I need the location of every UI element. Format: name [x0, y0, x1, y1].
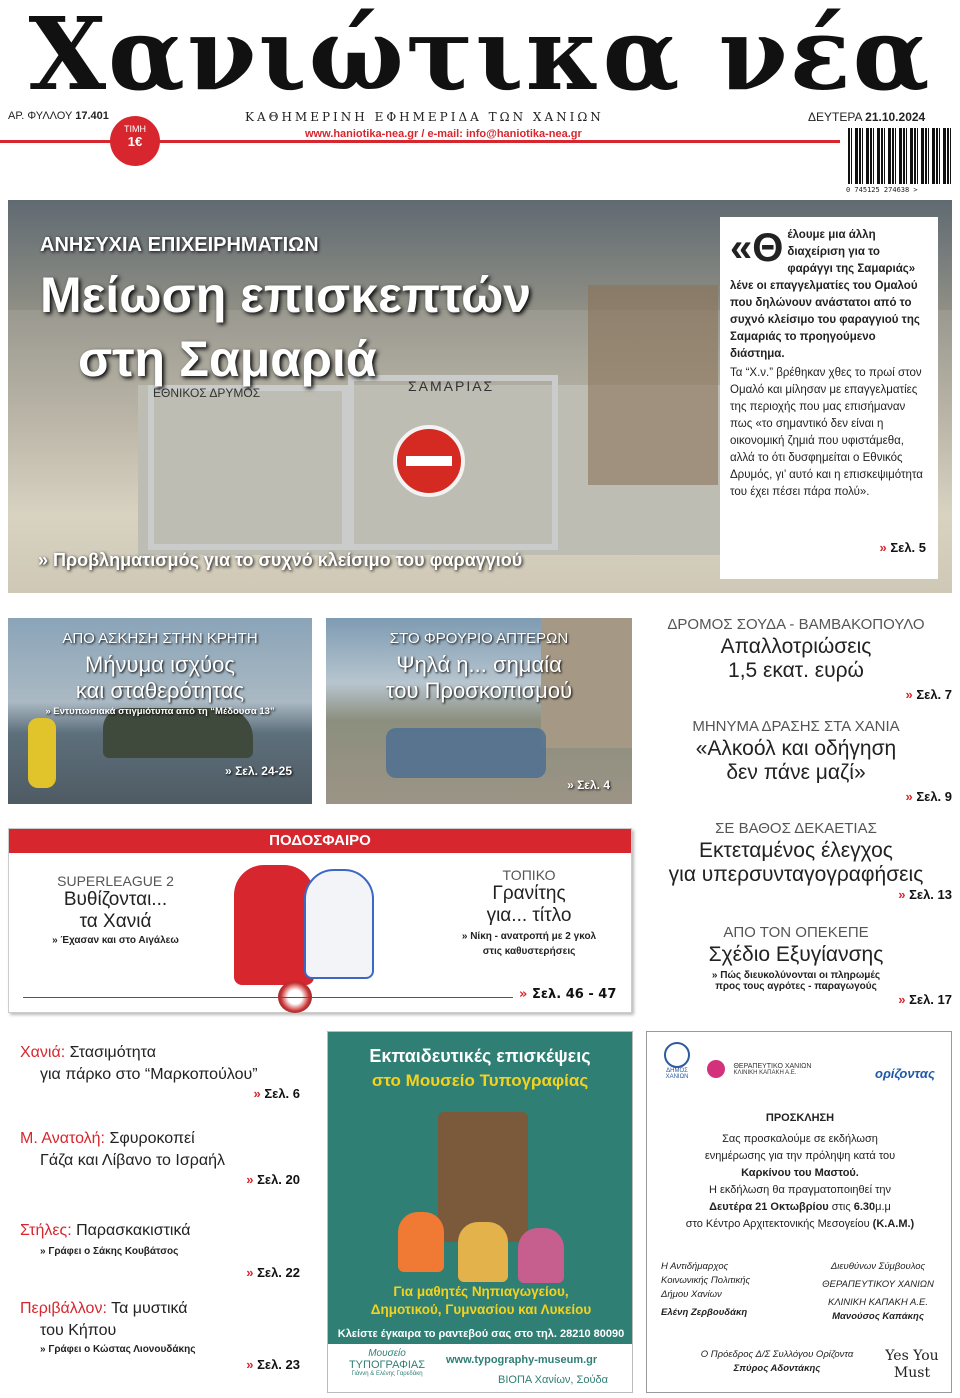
museum-ad-audience-line2: Δημοτικού, Γυμνασίου και Λυκείου [370, 1302, 592, 1317]
box2-title-line2: του Προσκοπισμού [385, 678, 573, 703]
box1-sub: » Εντυπωσιακά στιγμιότυπα από τη “Μέδουσα 13” [45, 706, 275, 717]
side1-kicker: ΔΡΟΜΟΣ ΣΟΥΔΑ - ΒΑΜΒΑΚΟΠΟΥΛΟ [667, 616, 925, 633]
museum-ad-audience-line1: Για μαθητές Νηπιαγωγείου, [393, 1284, 569, 1299]
museum-ad-footer [328, 1344, 633, 1393]
signature-left: Η Αντιδήμαρχος Κοινωνικής Πολιτικής Δήμου Χανίων Ελένη Ζερβουδάκη [661, 1261, 751, 1318]
hero-photo-wood [588, 285, 718, 485]
football-right-title-line2: για... τίτλο [486, 905, 572, 926]
side3-title-line2: για υπερσυνταγογραφήσεις [668, 863, 924, 886]
museum-ad-title-line2: στο Μουσείο Τυπογραφίας [371, 1071, 589, 1090]
side2-kicker: ΜΗΝΥΜΑ ΔΡΑΣΗΣ ΣΤΑ ΧΑΝΙΑ [692, 718, 900, 735]
brief-columns[interactable]: Στήλες: Παρασκακιστικά » Γράφει ο Σάκης Κουβάτσος » Σελ. 22 [20, 1222, 300, 1280]
child-figure-1 [398, 1212, 444, 1272]
child-figure-3 [518, 1228, 564, 1283]
header-rule-right [150, 140, 840, 143]
quote-dropcap: «Θ [730, 226, 784, 270]
side4-page-ref: » Σελ. 17 [898, 992, 952, 1007]
sign-ethnikos-drymos: ΕΘΝΙΚΟΣ ΔΡΥΜΟΣ [153, 386, 261, 400]
hero-headline-line1: Μείωση επισκεπτών [40, 267, 532, 323]
box2-page-ref: » Σελ. 4 [567, 778, 610, 792]
brief-environment[interactable]: Περιβάλλον: Τα μυστικά του Κήπου » Γράφει ο Κώστας Λιονουδάκης » Σελ. 23 [20, 1300, 300, 1372]
box1-kicker: ΑΠΟ ΑΣΚΗΣΗ ΣΤΗΝ ΚΡΗΤΗ [62, 630, 258, 647]
issue-number: ΑΡ. ΦΥΛΛΟΥ 17.401 [8, 110, 109, 122]
hero-page-ref[interactable]: » Σελ. 5 [879, 540, 926, 555]
signature-bottom: Ο Πρόεδρος Δ/Σ Συλλόγου Ορίζοντα Σπύρος Αδοντάκης [700, 1349, 854, 1374]
football-right-story[interactable] [434, 867, 624, 957]
museum-ad-place: ΒΙΟΠΑ Χανίων, Σούδα [498, 1374, 608, 1386]
side4-title: Σχέδιο Εξυγίανσης [708, 943, 884, 966]
football-page-ref: » Σελ. 46 - 47 [519, 987, 617, 1002]
museum-logo: Μουσείο ΤΥΠΟΓΡΑΦΙΑΣ Γιάννη & Ελένης Γαρεδάκη [348, 1348, 426, 1377]
side1-title-line2: 1,5 εκατ. ευρώ [728, 659, 864, 682]
municipality-logo: ΔΗΜΟΣ ΧΑΝΙΩΝ [657, 1042, 697, 1080]
side4-sub-line2: προς τους αγρότες - παραγωγούς [715, 981, 877, 992]
price-badge: ΤΙΜΗ 1€ [110, 116, 160, 166]
box1-title-line2: και σταθερότητας [75, 678, 245, 703]
hero-quote-box [720, 217, 938, 579]
football-right-kicker: ΤΟΠΙΚΟ [502, 867, 556, 883]
football-section[interactable] [8, 828, 632, 1013]
side-story-expropriations[interactable] [640, 616, 952, 702]
football-photo [214, 855, 394, 1013]
side4-sub-line1: » Πώς διευκολύνονται οι πληρωμές [711, 970, 881, 981]
crew-member-shape [28, 718, 56, 788]
side1-title-line1: Απαλλοτριώσεις [720, 635, 872, 658]
football-left-kicker: SUPERLEAGUE 2 [57, 873, 174, 889]
yes-you-must-logo: Yes You Must [885, 1348, 939, 1381]
museum-ad-web[interactable]: www.typography-museum.gr [446, 1354, 598, 1366]
football-right-sub-line1: » Νίκη - ανατροπή με 2 γκολ [461, 931, 597, 942]
museum-ad-title-line1: Εκπαιδευτικές επισκέψεις [369, 1046, 591, 1066]
side2-title-line2: δεν πάνε μαζί» [726, 761, 866, 784]
scouts-group-shape [386, 728, 546, 778]
story-medousa[interactable] [8, 618, 312, 804]
ad-breast-cancer-invitation[interactable] [646, 1031, 952, 1393]
hero-subline: » Προβληματισμός για το συχνό κλείσιμο του φαραγγιού [38, 550, 523, 570]
gate-left [148, 385, 348, 550]
side-story-alcohol[interactable] [640, 718, 952, 804]
side1-page-ref: » Σελ. 7 [905, 687, 952, 702]
ad-typography-museum[interactable] [327, 1031, 633, 1393]
header-rule-left [0, 140, 120, 143]
football-banner: ΠΟΔΟΣΦΑΙΡΟ [9, 829, 631, 853]
player-white-shape [304, 869, 374, 979]
side4-kicker: ΑΠΟ ΤΟΝ ΟΠΕΚΕΠΕ [723, 924, 869, 941]
story-scouts[interactable] [326, 618, 632, 804]
football-left-story[interactable] [23, 873, 208, 946]
child-figure-2 [458, 1222, 508, 1282]
municipality-emblem-icon [664, 1042, 690, 1068]
side3-page-ref: » Σελ. 13 [898, 887, 952, 902]
football-right-sub-line2: στις καθυστερήσεις [482, 946, 576, 957]
sign-samarias: ΣΑΜΑΡΙΑΣ [408, 378, 495, 394]
box1-page-ref: » Σελ. 24-25 [225, 764, 292, 778]
box2-title-line1: Ψηλά η... σημαία [396, 652, 562, 677]
side-story-prescriptions[interactable] [640, 820, 952, 902]
tagline: ΚΑΘΗΜΕΡΙΝΗ ΕΦΗΜΕΡΙΔΑ ΤΩΝ ΧΑΝΙΩΝ [245, 110, 604, 124]
invite-body: ΠΡΟΣΚΛΗΣΗ Σας προσκαλούμε σε εκδήλωση ενημέρωσης για την πρόληψη κατά του Καρκίνου του Μαστού. Η εκδήλωση θα πραγματοποιηθεί την Δευτέρα 21 Οκτωβρίου στις 6.30μ.μ στο Κέντρο Αρχιτεκτονικής Μεσογείου (Κ.Α.Μ.) [685, 1112, 915, 1230]
box2-kicker: ΣΤΟ ΦΡΟΥΡΙΟ ΑΠΤΕΡΩΝ [389, 630, 569, 647]
quote-lead: έλουμε μια άλλη διαχείριση για το φαράγγι της Σαμαριάς» λένε οι επαγγελματίες του Ομαλού που δηλώνουν ανάστατοι από το συχνό κλείσιμο του φαραγγιού της Σαμαριάς το προηγούμενο διάστημα. [730, 229, 920, 360]
box1-title-line1: Μήνυμα ισχύος [85, 652, 235, 677]
museum-ad-phone: Κλείστε έγκαιρα το ραντεβού σας στο τηλ. 28210 80090 [337, 1328, 625, 1340]
side3-title-line1: Εκτεταμένος έλεγχος [699, 839, 893, 862]
brief-middle-east[interactable]: Μ. Ανατολή: Σφυροκοπεί Γάζα και Λίβανο το Ισραήλ » Σελ. 20 [20, 1130, 300, 1187]
football-left-title-line1: Βυθίζονται... [63, 889, 168, 910]
side-story-opekepe[interactable] [640, 924, 952, 1007]
horizons-logo: ορίζοντας [875, 1066, 935, 1081]
hero-kicker: ΑΝΗΣΥΧΙΑ ΕΠΙΧΕΙΡΗΜΑΤΙΩΝ [40, 234, 319, 256]
side2-page-ref: » Σελ. 9 [905, 789, 952, 804]
hero-story[interactable] [8, 200, 952, 593]
football-left-title-line2: τα Χανιά [79, 911, 152, 932]
masthead-title: Χανιώτικα νέα [28, 0, 932, 113]
clinic-logo: ΘΕΡΑΠΕΥΤΙΚΟ ΧΑΝΙΩΝ ΚΛΙΝΙΚΗ ΚΑΠΑΚΗ Α.Ε. [707, 1060, 847, 1078]
barcode-digits: 0 745125 274638 > [846, 186, 918, 194]
website-line[interactable]: www.haniotika-nea.gr / e-mail: info@haniotika-nea.gr [305, 128, 582, 140]
no-entry-sign-icon [393, 425, 465, 497]
clinic-logo-icon [707, 1060, 725, 1078]
football-left-sub: » Έχασαν και στο Αιγάλεω [52, 935, 179, 946]
barcode [848, 128, 952, 184]
brief-chania[interactable]: Χανιά: Στασιμότητα για πάρκο στο “Μαρκοπούλου” » Σελ. 6 [20, 1044, 300, 1101]
issue-date: ΔΕΥΤΕΡΑ 21.10.2024 [808, 110, 926, 124]
side3-kicker: ΣΕ ΒΑΘΟΣ ΔΕΚΑΕΤΙΑΣ [715, 820, 877, 837]
football-rule [23, 997, 513, 998]
hero-headline-line2: στη Σαμαριά [78, 331, 377, 387]
football-right-title-line1: Γρανίτης [492, 883, 566, 904]
signature-right: Διευθύνων Σύμβουλος ΘΕΡΑΠΕΥΤΙΚΟΥ ΧΑΝΙΩΝ ΚΛΙΝΙΚΗ ΚΑΠΑΚΗ Α.Ε. Μανούσος Καπάκης [822, 1261, 934, 1322]
quote-body: Τα “Χ.ν.” βρέθηκαν χθες το πρωί στον Ομαλό και μίλησαν με επαγγελματίες της περιοχής που μας επισήμαναν πως «το σημαντικό δεν είναι η οικονομική ζημιά που υφιστάμεθα, αλλά το ότι δυσφημείται ο Εθνικός Δρυμός, γι’ αυτό και η επισκεψιμότητα του έχει πέσει πάρα πολύ». [730, 367, 923, 498]
side2-title-line1: «Αλκοόλ και οδήγηση [695, 737, 897, 760]
player-red-shape [234, 865, 314, 985]
